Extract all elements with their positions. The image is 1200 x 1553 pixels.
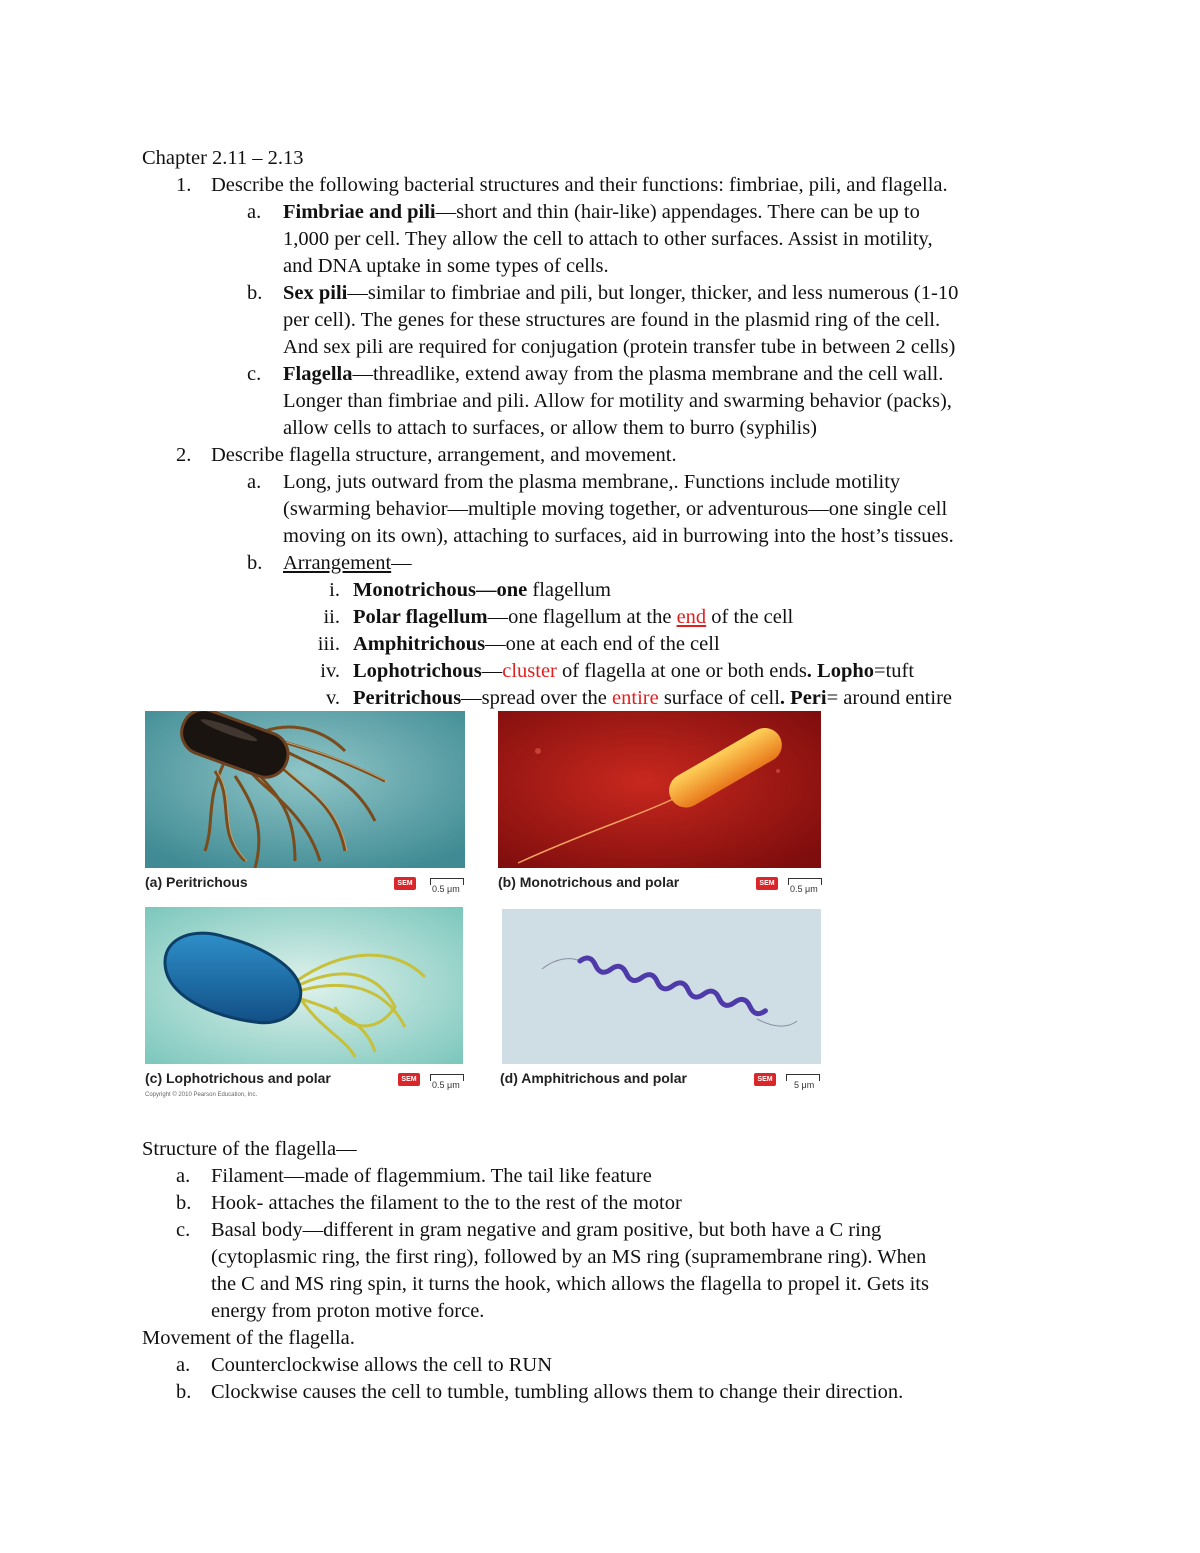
arr-iv-post: of flagella at one or both ends	[556, 660, 807, 682]
q1c-line3: allow cells to attach to surfaces, or allow them to burro (syphilis)	[283, 417, 818, 439]
arr-i-rest: flagellum	[527, 579, 611, 601]
structure-a-letter: a.	[176, 1165, 191, 1187]
movement-b-text: Clockwise causes the cell to tumble, tumbling allows them to change their direction.	[211, 1381, 904, 1403]
arr-ii-highlight: end	[676, 606, 707, 628]
arr-v-pre: —spread over the	[461, 687, 613, 709]
amphitrichous-term: Amphitrichous	[353, 633, 486, 655]
structure-c-line2: (cytoplasmic ring, the first ring), followed by an MS ring (supramembrane ring). When	[211, 1246, 927, 1268]
arr-iv	[353, 658, 914, 684]
q1-number: 1.	[176, 174, 192, 196]
q2a-letter: a.	[247, 471, 262, 493]
q2a-line3: moving on its own), attaching to surfaces, aid in burrowing into the host’s tissues.	[283, 525, 954, 547]
arr-iv-num: iv.	[320, 660, 340, 682]
fimbriae-term: Fimbriae and pili	[283, 201, 436, 223]
movement-a-text: Counterclockwise allows the cell to RUN	[211, 1354, 553, 1376]
arr-ii-pre: —one flagellum at the	[487, 606, 677, 628]
q1b-letter: b.	[247, 282, 263, 304]
q2-number: 2.	[176, 444, 192, 466]
q2a-line2: (swarming behavior—multiple moving together, or adventurous—one single cell	[283, 498, 948, 520]
arr-v-tail: = around entire	[826, 687, 952, 709]
arr-i	[353, 577, 611, 603]
structure-title: Structure of the flagella—	[142, 1138, 357, 1160]
peritrichous-micrograph	[145, 711, 465, 868]
arr-v	[353, 685, 952, 711]
arr-v-num: v.	[325, 687, 340, 709]
movement-b-letter: b.	[176, 1381, 192, 1403]
arr-iii	[353, 631, 720, 657]
q1b-line2: per cell). The genes for these structures are found in the plasmid ring of the cell.	[283, 309, 941, 331]
chapter-heading: Chapter 2.11 – 2.13	[142, 147, 304, 169]
arr-ii-num: ii.	[323, 606, 340, 628]
q1a-letter: a.	[247, 201, 262, 223]
q2b-letter: b.	[247, 552, 263, 574]
monotrichous-term: Monotrichous—one	[353, 579, 528, 601]
scale-label-b: 0.5 μm	[790, 884, 818, 894]
sem-badge-b: SEM	[756, 877, 778, 890]
q1a-line1-text: —short and thin (hair-like) appendages. There can be up to	[435, 201, 920, 223]
arr-iii-rest: —one at each end of the cell	[485, 633, 720, 655]
sem-badge-a: SEM	[394, 877, 416, 890]
structure-b-text: Hook- attaches the filament to the to the rest of the motor	[211, 1192, 682, 1214]
q1a-line3: and DNA uptake in some types of cells.	[283, 255, 609, 277]
arrangement-dash: —	[391, 552, 412, 574]
arr-i-num: i.	[329, 579, 340, 601]
caption-b: (b) Monotrichous and polar	[498, 874, 680, 890]
structure-c-line4: energy from proton motive force.	[211, 1300, 485, 1322]
peri-term: . Peri	[779, 687, 827, 709]
structure-b-letter: b.	[176, 1192, 192, 1214]
arr-iv-pre: —	[481, 660, 503, 682]
flagella-term: Flagella	[283, 363, 353, 385]
movement-title: Movement of the flagella.	[142, 1327, 355, 1349]
amphitrichous-micrograph	[502, 909, 821, 1064]
copyright-notice: Copyright © 2010 Pearson Education, Inc.	[145, 1092, 258, 1098]
q1c-line1	[283, 361, 943, 387]
structure-a-text: Filament—made of flagemmium. The tail like feature	[211, 1165, 652, 1187]
caption-a: (a) Peritrichous	[145, 874, 248, 890]
q1c-line1-text: —threadlike, extend away from the plasma membrane and the cell wall.	[352, 363, 944, 385]
arrangement-heading	[283, 550, 412, 576]
peritrichous-term: Peritrichous	[353, 687, 462, 709]
q1b-line1	[283, 280, 958, 306]
arrangement-term: Arrangement	[283, 552, 392, 574]
q2a-line1: Long, juts outward from the plasma membrane,. Functions include motility	[283, 471, 901, 493]
lopho-term: . Lopho	[806, 660, 875, 682]
q2-text: Describe flagella structure, arrangement, and movement.	[211, 444, 677, 466]
q1c-letter: c.	[247, 363, 262, 385]
arr-ii	[353, 604, 793, 630]
q1b-line1-text: —similar to fimbriae and pili, but longer, thicker, and less numerous (1-10	[347, 282, 959, 304]
scale-label-a: 0.5 μm	[432, 884, 460, 894]
structure-c-line3: the C and MS ring spin, it turns the hook, which allows the flagella to propel it. Gets its	[211, 1273, 929, 1295]
scale-label-c: 0.5 μm	[432, 1080, 460, 1090]
arr-v-post: surface of cell	[658, 687, 780, 709]
arr-iv-tail: =tuft	[874, 660, 915, 682]
sem-badge-d: SEM	[754, 1073, 776, 1086]
scale-label-d: 5 μm	[794, 1080, 815, 1090]
sex-pili-term: Sex pili	[283, 282, 348, 304]
q1a-line1	[283, 199, 920, 225]
arr-iv-highlight: cluster	[502, 660, 557, 682]
movement-a-letter: a.	[176, 1354, 191, 1376]
q1a-line2: 1,000 per cell. They allow the cell to attach to other surfaces. Assist in motility,	[283, 228, 933, 250]
structure-c-letter: c.	[176, 1219, 191, 1241]
monotrichous-micrograph	[498, 711, 821, 868]
arr-ii-post: of the cell	[706, 606, 794, 628]
caption-d: (d) Amphitrichous and polar	[500, 1070, 687, 1086]
arr-iii-num: iii.	[317, 633, 340, 655]
lophotrichous-micrograph	[145, 907, 463, 1064]
caption-c: (c) Lophotrichous and polar	[145, 1070, 331, 1086]
structure-c-line1: Basal body—different in gram negative and gram positive, but both have a C ring	[211, 1219, 882, 1241]
polar-flagellum-term: Polar flagellum	[353, 606, 488, 628]
q1-text: Describe the following bacterial structures and their functions: fimbriae, pili, and flagella.	[211, 174, 948, 196]
sem-badge-c: SEM	[398, 1073, 420, 1086]
q1c-line2: Longer than fimbriae and pili. Allow for motility and swarming behavior (packs),	[283, 390, 952, 412]
lophotrichous-term: Lophotrichous	[353, 660, 482, 682]
arr-v-highlight: entire	[612, 687, 659, 709]
q1b-line3: And sex pili are required for conjugation (protein transfer tube in between 2 cells)	[283, 336, 956, 358]
